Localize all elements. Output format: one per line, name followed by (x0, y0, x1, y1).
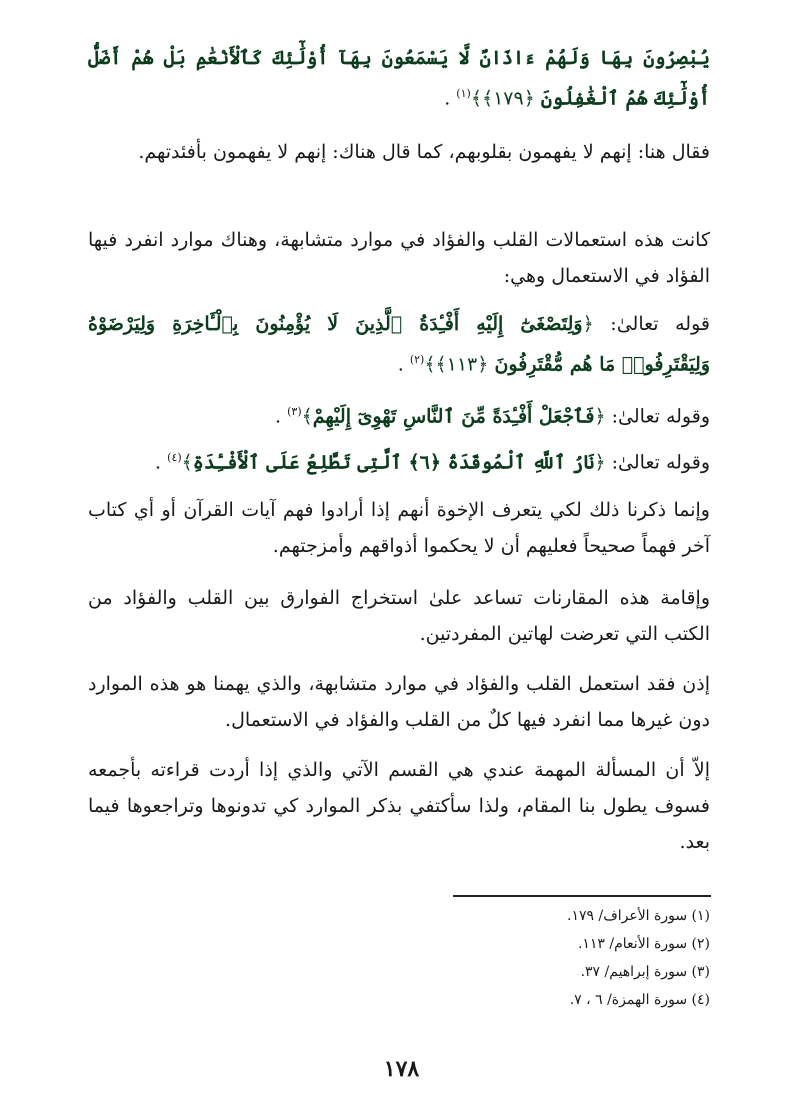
footnote-ref: (٤) (167, 451, 182, 464)
paragraph-3: وإنما ذكرنا ذلك لكي يتعرف الإخوة أنهم إذا أرادوا فهم آيات القرآن أو أي كتاب آخر فهماً صحيحاً فعليهم أن لا يحكموا أذواقهم وأمزجتهم. (88, 499, 710, 557)
paragraph-6: إلاّ أن المسألة المهمة عندي هي القسم الآتي والذي إذا أردت قراءته بأجمعه فسوف يطول بنا المقام، ولذا سأكتفي بذكر الموارد كي تدونوها وتراجعوها فيما بعد. (88, 759, 710, 853)
quran-close-bracket: ﴾ (470, 87, 482, 110)
footnote-1: (١) سورة الأعراف/ ١٧٩. (567, 908, 710, 924)
footnote-ref: (٢) (409, 353, 425, 366)
verse-intro: قوله تعالىٰ: (593, 313, 710, 335)
footnote-divider (453, 895, 711, 897)
page-number: ١٧٨ (383, 1056, 420, 1082)
sentence-end: . (397, 353, 404, 376)
quran-close-bracket: ﴾ (181, 451, 193, 474)
footnote-ref: (١) (456, 87, 471, 100)
footnote-ref: (٣) (287, 405, 302, 418)
ayah-number-marker: ﴿١١٣﴾ (435, 353, 489, 376)
ayah-number-marker: ﴿١٧٩﴾ (481, 87, 535, 110)
quran-close-bracket: ﴾ (424, 353, 436, 376)
quran-verse-block-3 (88, 394, 710, 434)
paragraph-5: إذن فقد استعمل القلب والفؤاد في موارد متشابهة، والذي يهمنا هو هذه الموارد دون غيرها مما انفرد فيها كلٌ من القلب والفؤاد في الاستعمال. (88, 673, 710, 731)
footnote-4: (٤) سورة الهمزة/ ٦ ، ٧. (569, 992, 710, 1008)
quran-open-bracket: ﴿ (582, 313, 594, 335)
paragraph-1: فقال هنا: إنهم لا يفهمون بقلوبهم، كما قال هناك: إنهم لا يفهمون بأفئدتهم. (138, 141, 710, 163)
paragraph-2: كانت هذه استعمالات القلب والفؤاد في موارد متشابهة، وهناك موارد انفرد فيها الفؤاد في الاستعمال وهي: (88, 229, 710, 287)
quran-verse-block-1 (88, 40, 710, 116)
footnote-3: (٣) سورة إبراهيم/ ٣٧. (580, 964, 710, 980)
paragraph-4: وإقامة هذه المقارنات تساعد علىٰ استخراج الفوارق بين القلب والفؤاد من الكتب التي تعرضت لهاتين المفردتين. (88, 587, 710, 645)
quran-verse-block-2 (88, 306, 710, 382)
quran-open-bracket: ﴿ (594, 451, 606, 474)
sentence-end: . (155, 451, 162, 474)
quran-verse-text: فَٱجْعَلْ أَفْـِٔدَةً مِّنَ ٱلنَّاسِ تَهْوِىٓ إِلَيْهِمْ (312, 405, 595, 428)
sentence-end: . (444, 87, 451, 110)
quran-verse-block-4 (88, 440, 710, 480)
quran-open-bracket: ﴿ (594, 405, 606, 428)
quran-close-bracket: ﴾ (301, 405, 313, 428)
quran-verse-text: يُبْصِرُونَ بِهَا وَلَهُمْ ءَاذَانٌ لَّا يَسْمَعُونَ بِهَآ أُوْلَٰٓئِكَ كَٱلْأَنْعَٰمِ بَلْ هُمْ أَضَلُّ أُوْلَٰٓئِكَ هُمُ ٱلْغَٰفِلُونَ (88, 47, 710, 110)
footnote-2: (٢) سورة الأنعام/ ١١٣. (577, 936, 710, 952)
quran-verse-text: نَارُ ٱللَّهِ ٱلْمُوقَدَةُ ﴿٦﴾ ٱلَّتِى تَطَّلِعُ عَلَى ٱلْأَفْـِٔدَةِ (192, 451, 595, 474)
verse-intro: وقوله تعالىٰ: (605, 451, 710, 474)
quran-verse-text: وَلِتَصْغَىٰٓ إِلَيْهِ أَفْـِٔدَةُ ٱلَّذِينَ لَا يُؤْمِنُونَ بِٱلْـَٔاخِرَةِ وَلِيَرْضَوْهُ وَلِيَقْتَرِفُوا۟ مَا هُم مُّقْتَرِفُونَ (88, 313, 710, 376)
sentence-end: . (275, 405, 282, 428)
verse-intro: وقوله تعالىٰ: (605, 405, 710, 428)
